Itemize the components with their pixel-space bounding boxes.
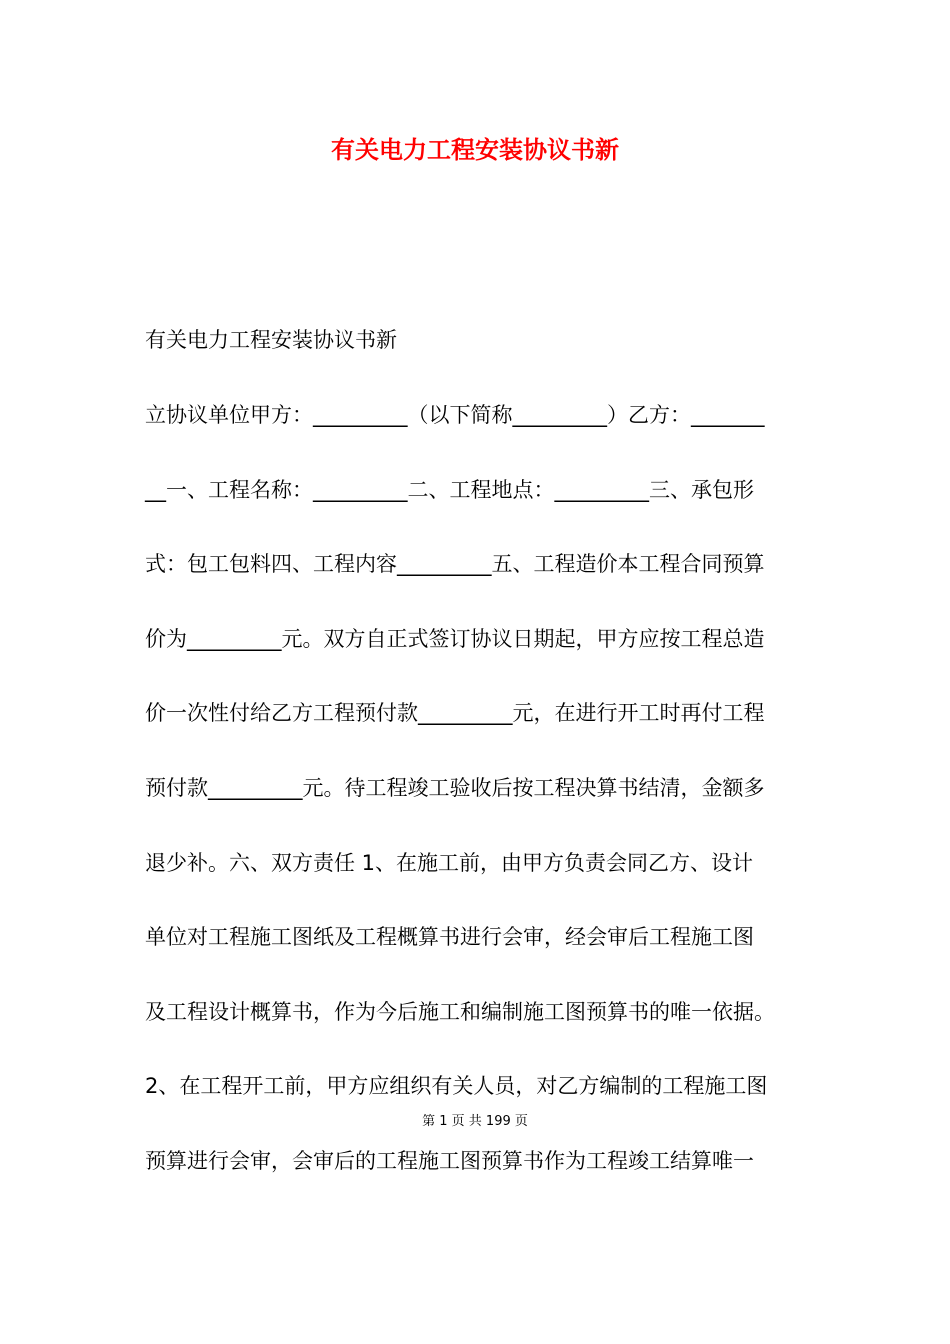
body-line: 退少补。六、双方责任 1、在施工前，由甲方负责会同乙方、设计 (145, 850, 754, 875)
body-line: 价为_________元。双方自正式签订协议日期起，甲方应按工程总造 (145, 626, 765, 651)
page-number-footer: 第 1 页 共 199 页 (422, 1114, 528, 1129)
document-subtitle: 有关电力工程安装协议书新 (145, 328, 397, 352)
body-line: 价一次性付给乙方工程预付款_________元，在进行开工时再付工程 (145, 701, 765, 726)
body-line: 式：包工包料四、工程内容_________五、工程造价本工程合同预算 (145, 552, 765, 577)
document-title: 有关电力工程安装协议书新 (331, 136, 619, 164)
continuation-line: 预算进行会审，会审后的工程施工图预算书作为工程竣工结算唯一 (145, 1149, 754, 1173)
body-line: 2、在工程开工前，甲方应组织有关人员，对乙方编制的工程施工图 (145, 1074, 768, 1099)
body-line: 预付款_________元。待工程竣工验收后按工程决算书结清，金额多 (145, 775, 765, 800)
body-line: 立协议单位甲方：_________（以下简称_________）乙方：_______ (145, 403, 765, 427)
body-line: 及工程设计概算书，作为今后施工和编制施工图预算书的唯一依据。 (145, 999, 775, 1024)
document-body (145, 397, 825, 1143)
body-line: 单位对工程施工图纸及工程概算书进行会审，经会审后工程施工图 (145, 925, 754, 950)
body-line: __一、工程名称：_________二、工程地点：_________三、承包形 (145, 477, 754, 502)
